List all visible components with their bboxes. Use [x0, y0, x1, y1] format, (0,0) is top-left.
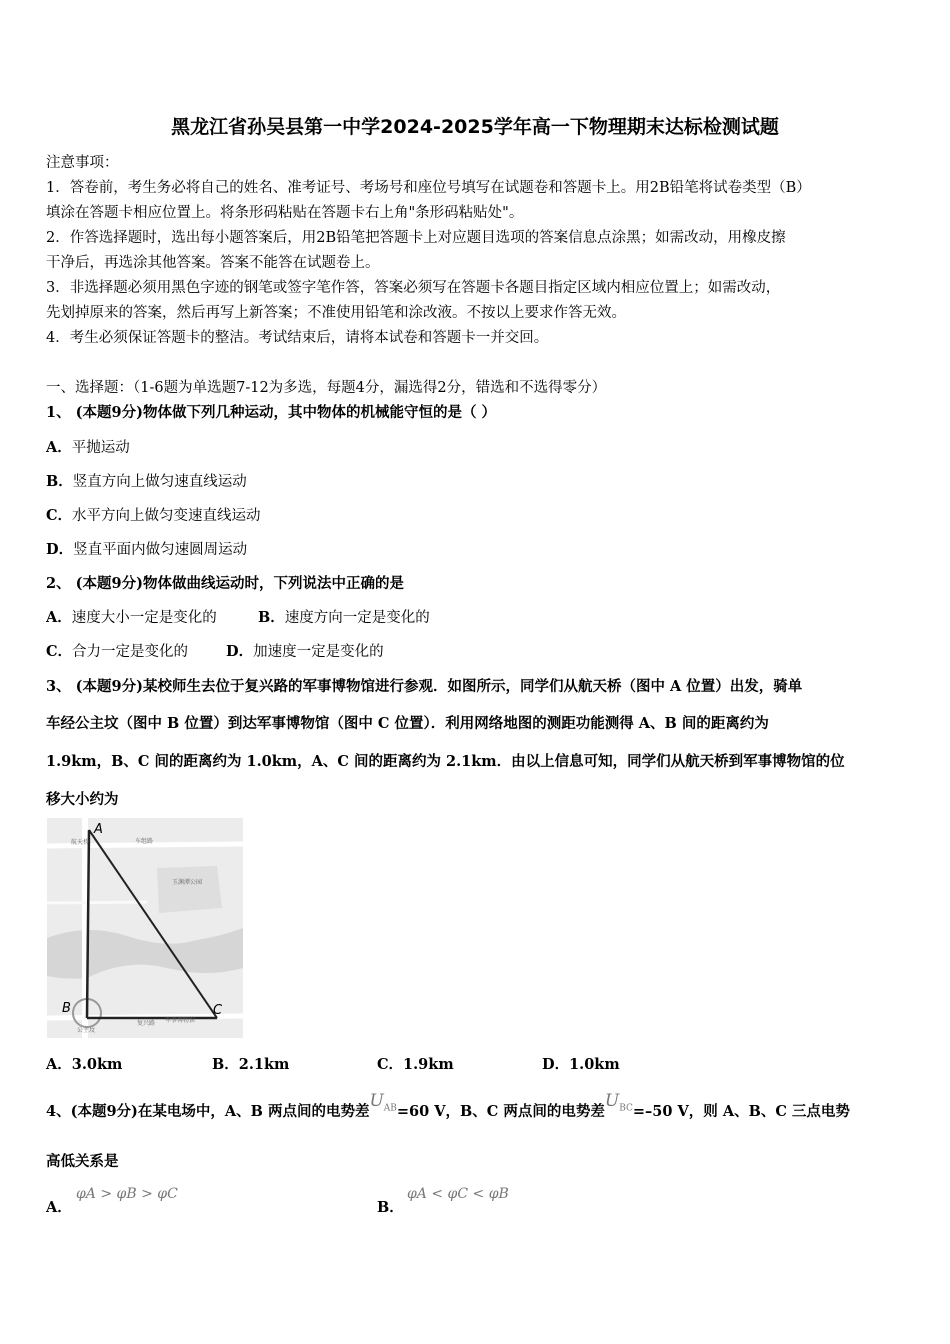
notice-line: 1．答卷前，考生务必将自己的姓名、准考证号、考场号和座位号填写在试题卷和答题卡上。用2B铅笔将试卷类型（B） — [46, 180, 811, 196]
section-heading: 一、选择题：（1-6题为单选题7-12为多选，每题4分，漏选得2分，错选和不选得零分） — [46, 380, 607, 396]
notice-line: 2．作答选择题时，选出每小题答案后，用2B铅笔把答题卡上对应题目选项的答案信息点涂黑；如需改动，用橡皮擦 — [46, 230, 786, 246]
notice-line: 4．考生必须保证答题卡的整洁。考试结束后，请将本试卷和答题卡一并交回。 — [46, 330, 549, 346]
q4-option-b-expr: φA < φC < φB — [407, 1186, 509, 1202]
park-area — [157, 866, 222, 913]
q1-option-a: A．平抛运动 — [46, 439, 130, 456]
map-museum-label: 军事博物馆 — [165, 1017, 196, 1024]
q1-option-b: B．竖直方向上做匀速直线运动 — [46, 473, 247, 490]
q2-option-d: D．加速度一定是变化的 — [226, 643, 384, 660]
page-title: 黑龙江省孙吴县第一中学2024-2025学年高一下物理期末达标检测试题 — [171, 116, 779, 138]
q3-option-d: D．1.0km — [542, 1056, 620, 1073]
q1-option-c: C．水平方向上做匀变速直线运动 — [46, 507, 261, 524]
u-ab-symbol: $U_{AB}$ — [369, 1091, 397, 1114]
map-road-label: 车组路 — [135, 838, 154, 845]
notice-line: 3．非选择题必须用黑色字迹的钢笔或签字笔作答，答案必须写在答题卡各题目指定区域内相应位置上；如需改动， — [46, 280, 781, 296]
q1-option-d: D．竖直平面内做匀速圆周运动 — [46, 541, 248, 558]
question-4-stem: 4、(本题9分)在某电场中，A、B 两点间的电势差$U_{AB}=60$ V，B、C 两点间的电势差$U_{BC}=-50$ V，则 A、B、C 三点电势 — [46, 1091, 850, 1120]
notice-line: 先划掉原来的答案，然后再写上新答案；不准使用铅笔和涂改液。不按以上要求作答无效。 — [46, 305, 626, 321]
notice-heading: 注意事项： — [46, 155, 119, 171]
question-3-line: 车经公主坟（图中 B 位置）到达军事博物馆（图中 C 位置）．利用网络地图的测距功能测得 A、B 间的距离约为 — [46, 715, 769, 732]
q3-option-c: C．1.9km — [377, 1056, 454, 1073]
point-a-label: A — [94, 822, 103, 837]
map-park-label: 玉渊潭公园 — [172, 879, 203, 886]
map-station-label: 公主坟 — [77, 1027, 96, 1034]
road — [47, 902, 147, 903]
map-road-label: 复兴路 — [137, 1020, 156, 1027]
map-road-label: 航天桥 — [71, 839, 90, 846]
question-3-line: 1.9km，B、C 间的距离约为 1.0km，A、C 间的距离约为 2.1km．由以上信息可知，同学们从航天桥到军事博物馆的位 — [46, 753, 845, 770]
question-2-stem: 2、 (本题9分)物体做曲线运动时，下列说法中正确的是 — [46, 575, 404, 592]
u-bc-symbol: $U_{BC}$ — [604, 1091, 633, 1114]
q4-option-a-label: A． — [46, 1199, 72, 1216]
q2-option-a: A．速度大小一定是变化的 — [46, 609, 217, 626]
question-3-line: 移大小约为 — [46, 791, 119, 808]
q2-option-b: B．速度方向一定是变化的 — [258, 609, 430, 626]
point-b-label: B — [62, 1001, 71, 1016]
q2-option-c: C．合力一定是变化的 — [46, 643, 189, 660]
notice-line: 干净后，再选涂其他答案。答案不能答在试题卷上。 — [46, 255, 380, 271]
q3-option-b: B．2.1km — [212, 1056, 290, 1073]
q3-option-a: A．3.0km — [46, 1056, 123, 1073]
question-3-line: 3、 (本题9分)某校师生去位于复兴路的军事博物馆进行参观．如图所示，同学们从航天桥（图中 A 位置）出发，骑单 — [46, 678, 803, 695]
q4-option-b-label: B． — [377, 1199, 404, 1216]
q4-option-a-expr: φA > φB > φC — [76, 1186, 178, 1202]
question-1-stem: 1、 (本题9分)物体做下列几种运动，其中物体的机械能守恒的是（ ） — [46, 404, 496, 421]
question-4-line: 高低关系是 — [46, 1153, 119, 1170]
notice-line: 填涂在答题卡相应位置上。将条形码粘贴在答题卡右上角"条形码粘贴处"。 — [46, 205, 524, 221]
point-c-label: C — [213, 1003, 223, 1018]
route-map — [47, 818, 243, 1038]
